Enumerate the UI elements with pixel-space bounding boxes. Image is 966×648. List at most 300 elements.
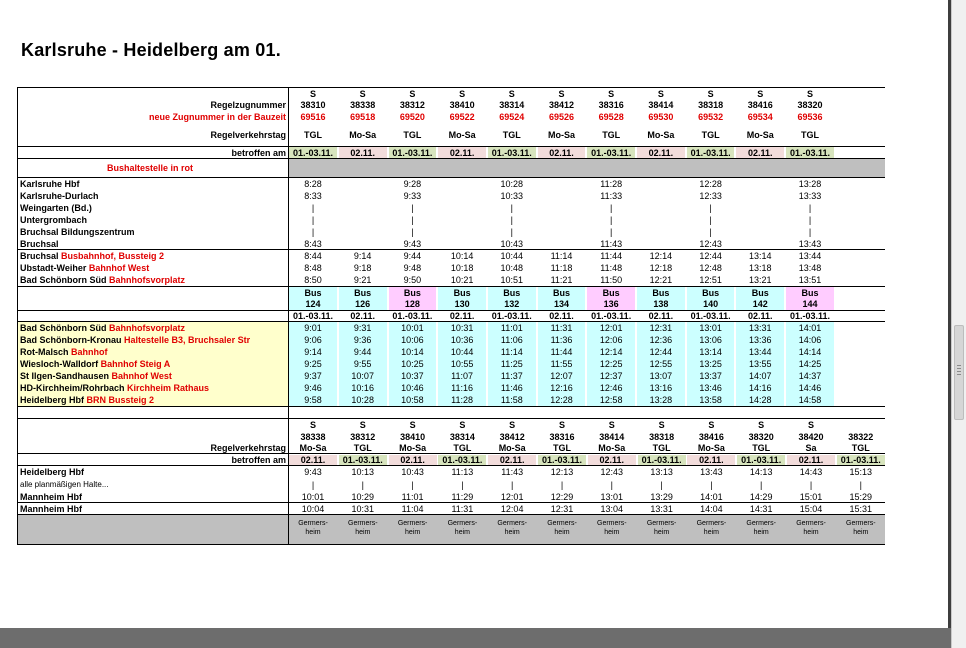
bus-time: 10:36	[450, 335, 474, 345]
destination-line: heim	[753, 529, 769, 536]
bus-time: 11:44	[550, 347, 573, 357]
bus-time: 9:25	[304, 359, 322, 369]
affected-dates: 01.-03.11.	[541, 455, 583, 465]
train-number: 38414	[599, 432, 625, 442]
regelzugnummer-label: Regelzugnummer	[210, 100, 286, 110]
bus-time: 13:25	[699, 359, 722, 369]
departure-time: 12:14	[649, 251, 673, 261]
station-label: Rot-Malsch	[20, 347, 69, 357]
regelzug-number: 38410	[449, 100, 475, 110]
departure-time: 12:51	[699, 275, 722, 285]
station-label: Weingarten (Bd.)	[20, 203, 92, 213]
train-type: S	[608, 89, 615, 99]
departure-time: 12:48	[699, 263, 722, 273]
bus-time: 10:07	[351, 371, 374, 381]
bus-time: 13:28	[649, 395, 673, 405]
departure-time: 13:18	[749, 263, 772, 273]
bus-label: Bus	[503, 288, 521, 298]
departure-time: |	[610, 227, 613, 237]
bus-time: 11:14	[500, 347, 523, 357]
departure-time: 10:21	[450, 275, 474, 285]
train-number: 38338	[300, 432, 326, 442]
bus-time: 14:06	[798, 335, 822, 345]
train-number: 38318	[649, 432, 675, 442]
destination-label	[537, 519, 587, 537]
departure-time: 10:43	[500, 239, 524, 249]
destination-line: heim	[654, 529, 670, 536]
departure-time: 10:44	[500, 251, 524, 261]
station-name	[20, 334, 250, 346]
bus-time: 9:46	[304, 383, 322, 393]
vertical-scrollbar[interactable]	[951, 0, 966, 648]
bus-time: 11:55	[550, 359, 573, 369]
bus-time: 11:58	[500, 395, 523, 405]
regelzug-number: 38314	[499, 100, 525, 110]
departure-time: |	[610, 480, 613, 490]
new-number-label: neue Zugnummer in der Bauzeit	[148, 112, 286, 122]
departure-time: 12:29	[550, 492, 574, 502]
table-bottom-rule	[17, 544, 885, 545]
departure-time: |	[411, 480, 414, 490]
bus-number: 144	[802, 299, 818, 309]
rule	[17, 502, 885, 503]
station-label: Karlsruhe-Durlach	[20, 191, 99, 201]
departure-time: 13:01	[600, 492, 624, 502]
affected-dates: 01.-03.11.	[641, 455, 682, 465]
new-train-number: 69532	[698, 112, 724, 122]
station-name: Heidelberg Hbf	[20, 467, 85, 477]
train-number: 38416	[698, 432, 724, 442]
affected-dates: 02.11.	[599, 455, 625, 465]
bus-affected-dates: 01.-03.11.	[690, 311, 731, 321]
departure-time: |	[510, 227, 513, 237]
station-name	[20, 178, 80, 190]
train-type: S	[657, 89, 664, 99]
departure-time: 8:33	[304, 191, 322, 201]
departure-time: |	[760, 480, 763, 490]
train-type: S	[509, 420, 516, 430]
rule	[17, 177, 885, 178]
destination-line: heim	[405, 529, 421, 536]
station-label: Ubstadt-Weiher	[20, 263, 87, 273]
regelzug-number: 38416	[747, 100, 773, 110]
departure-time: 9:43	[403, 239, 422, 249]
affected-dates: 01.-03.11.	[342, 455, 383, 465]
operating-days: TGL	[851, 443, 870, 453]
station-name	[20, 250, 164, 262]
departure-time: 15:31	[849, 504, 873, 514]
station-label: Bad Schönborn Süd	[20, 275, 107, 285]
departure-time: |	[311, 480, 315, 490]
bus-label: Bus	[354, 288, 372, 298]
departure-time: 13:21	[749, 275, 772, 285]
departure-time: 13:13	[650, 467, 673, 477]
departure-time: 11:04	[401, 504, 424, 514]
departure-time: 10:14	[450, 251, 474, 261]
bus-time: 9:31	[353, 323, 372, 333]
departure-time: 15:04	[799, 504, 823, 514]
departure-time: |	[511, 480, 514, 490]
station-label: Bad Schönborn Süd	[20, 323, 107, 333]
bus-time: 12:55	[649, 359, 673, 369]
bus-number: 126	[355, 299, 371, 309]
destination-label	[388, 519, 438, 537]
departure-time: 11:43	[600, 239, 623, 249]
bus-time: 10:31	[450, 323, 474, 333]
bus-time: 9:58	[304, 395, 322, 405]
departure-time: 11:50	[600, 275, 623, 285]
bus-time: 10:58	[401, 395, 424, 405]
operating-days: TGL	[652, 443, 671, 453]
bus-stop-label: Haltestelle B3, Bruchsaler Str	[124, 335, 251, 345]
bus-time: 12:01	[599, 323, 623, 333]
train-number: 38314	[449, 432, 475, 442]
departure-time: |	[411, 203, 414, 213]
train-type: S	[708, 420, 715, 430]
station-name	[20, 202, 92, 214]
operating-days: Sa	[805, 443, 817, 453]
bus-label: Bus	[801, 288, 819, 298]
departure-time: 11:33	[600, 191, 623, 201]
table-left-rule	[17, 87, 18, 545]
bus-time: 10:28	[351, 395, 374, 405]
train-type: S	[558, 420, 565, 430]
operating-days-label: Regelverkehrstag	[210, 443, 286, 453]
new-train-number: 69518	[350, 112, 376, 122]
destination-label	[786, 519, 836, 537]
bus-affected-dates: 01.-03.11.	[491, 311, 532, 321]
departure-time: 8:50	[304, 275, 322, 285]
bus-label: Bus	[403, 288, 421, 298]
departure-time: |	[311, 215, 315, 225]
bus-time: 11:25	[500, 359, 523, 369]
train-type: S	[807, 420, 814, 430]
departure-time: 14:43	[799, 467, 823, 477]
bus-label: Bus	[304, 288, 322, 298]
regelzug-number: 38312	[399, 100, 425, 110]
destination-line: heim	[604, 529, 620, 536]
station-name	[20, 274, 185, 286]
departure-time: |	[361, 480, 364, 490]
bus-stop-label: Bahnhofsvorplatz	[109, 323, 186, 333]
station-name	[20, 190, 99, 202]
bus-affected-dates: 01.-03.11.	[591, 311, 632, 321]
station-name	[20, 358, 170, 370]
bus-time: 12:28	[550, 395, 573, 405]
departure-time: 8:43	[304, 239, 322, 249]
departure-time: 13:43	[700, 467, 723, 477]
departure-time: 14:04	[700, 504, 723, 514]
regelzug-number: 38318	[698, 100, 724, 110]
departure-time: 10:43	[401, 467, 424, 477]
bus-time: 11:36	[550, 335, 573, 345]
departure-time: 11:44	[600, 251, 623, 261]
train-type: S	[758, 420, 765, 430]
departure-time: |	[709, 215, 712, 225]
operating-days: Mo-Sa	[647, 130, 675, 140]
bus-time: 12:07	[550, 371, 573, 381]
departure-time: |	[311, 203, 315, 213]
bus-time: 12:25	[599, 359, 623, 369]
affected-dates: 01.-03.11.	[292, 148, 334, 158]
bus-time: 12:58	[599, 395, 623, 405]
bus-time: 14:16	[749, 383, 772, 393]
scrollbar-grip-icon	[957, 365, 961, 366]
station-name	[20, 346, 108, 358]
train-type: S	[409, 89, 416, 99]
departure-time: 13:33	[798, 191, 822, 201]
destination-label	[686, 519, 736, 537]
train-number: 38412	[499, 432, 525, 442]
operating-days: TGL	[453, 443, 472, 453]
destination-line: Germers-	[646, 520, 677, 527]
rule	[17, 406, 885, 407]
departure-time: |	[709, 203, 712, 213]
departure-time: 9:14	[353, 251, 372, 261]
bus-affected-dates: 01.-03.11.	[392, 311, 433, 321]
bus-affected-dates: 02.11.	[549, 311, 574, 321]
bus-time: 12:31	[649, 323, 673, 333]
departure-time: |	[660, 480, 663, 490]
departure-time: 12:33	[699, 191, 722, 201]
page-title: Karlsruhe - Heidelberg am 01.	[21, 40, 281, 60]
station-name: Mannheim Hbf	[20, 492, 82, 502]
bus-time: 13:37	[699, 371, 722, 381]
operating-days: TGL	[304, 130, 322, 140]
bus-stop-label: Bahnhof West	[111, 371, 172, 381]
departure-time: 10:18	[450, 263, 474, 273]
bus-label: Bus	[702, 288, 720, 298]
bus-time: 11:07	[451, 371, 474, 381]
train-number: 38320	[748, 432, 774, 442]
bus-time: 14:37	[798, 371, 822, 381]
new-train-number: 69526	[548, 112, 575, 122]
affected-dates: 02.11.	[648, 148, 674, 158]
departure-time: 11:48	[600, 263, 623, 273]
bus-time: 10:37	[401, 371, 424, 381]
bus-time: 13:36	[749, 335, 772, 345]
bus-time: 12:44	[649, 347, 673, 357]
bus-time: 13:07	[649, 371, 673, 381]
new-train-number: 69530	[648, 112, 674, 122]
bus-stop-label: Busbahnhof, Bussteig 2	[61, 251, 165, 261]
departure-time: |	[859, 480, 862, 490]
departure-time: 12:21	[649, 275, 673, 285]
operating-days: Mo-Sa	[598, 443, 626, 453]
rule	[17, 453, 885, 454]
station-label: Bad Schönborn-Kronau	[20, 335, 122, 345]
bus-stop-label: BRN Bussteig 2	[86, 395, 155, 405]
bus-time: 12:36	[649, 335, 673, 345]
station-label: Heidelberg Hbf	[20, 395, 85, 405]
departure-time: 12:04	[500, 504, 524, 514]
regelzug-number: 38414	[648, 100, 674, 110]
destination-line: heim	[305, 529, 321, 536]
rule	[17, 249, 885, 250]
affected-label: betroffen am	[231, 455, 286, 465]
bus-affected-dates: 02.11.	[748, 311, 773, 321]
train-number: 38322	[848, 432, 874, 442]
departure-time: 9:18	[353, 263, 372, 273]
station-label: Bruchsal	[20, 239, 59, 249]
departure-time: |	[610, 203, 613, 213]
bus-time: 10:14	[401, 347, 424, 357]
departure-time: 9:50	[403, 275, 422, 285]
operating-days: Mo-Sa	[498, 443, 526, 453]
affected-dates: 02.11.	[350, 148, 375, 158]
new-train-number: 69536	[797, 112, 823, 122]
bus-number: 128	[404, 299, 420, 309]
station-label: Karlsruhe Hbf	[20, 179, 80, 189]
destination-line: heim	[454, 529, 470, 536]
bus-time: 14:28	[749, 395, 772, 405]
bus-time: 14:25	[798, 359, 822, 369]
departure-time: 9:43	[304, 467, 322, 477]
affected-dates: 01.-03.11.	[789, 148, 831, 158]
departure-time: 9:44	[403, 251, 422, 261]
bus-label: Bus	[552, 288, 570, 298]
departure-time: 14:31	[749, 504, 773, 514]
departure-time: 15:29	[849, 492, 873, 502]
departure-time: 10:48	[500, 263, 524, 273]
train-type: S	[359, 89, 366, 99]
departure-time: 10:04	[301, 504, 325, 514]
departure-time: 11:28	[600, 179, 623, 189]
bus-stop-note: Bushaltestelle in rot	[107, 163, 194, 173]
affected-dates: 02.11.	[400, 455, 425, 465]
departure-time: 11:21	[550, 275, 573, 285]
regelzug-number: 38316	[598, 100, 624, 110]
bus-stop-label: Bahnhof Steig A	[100, 359, 171, 369]
bus-stop-label: Kirchheim Rathaus	[127, 383, 210, 393]
bus-time: 14:14	[798, 347, 822, 357]
train-number: 38316	[549, 432, 575, 442]
affected-dates: 02.11.	[300, 455, 326, 465]
bus-time: 13:55	[749, 359, 772, 369]
destination-label	[587, 519, 637, 537]
operating-days: TGL	[801, 130, 819, 140]
bus-time: 12:06	[599, 335, 623, 345]
departure-time: |	[808, 203, 812, 213]
bus-time: 9:44	[353, 347, 372, 357]
station-name	[20, 226, 135, 238]
departure-time: |	[560, 480, 564, 490]
destination-line: Germers-	[497, 520, 527, 527]
departure-time: |	[710, 480, 713, 490]
operating-days: Mo-Sa	[399, 443, 427, 453]
bus-time: 13:01	[699, 323, 722, 333]
departure-time: 10:13	[351, 467, 375, 477]
affected-dates: 01.-03.11.	[741, 455, 782, 465]
departure-time: |	[510, 215, 513, 225]
train-type: S	[309, 420, 316, 430]
new-train-number: 69516	[300, 112, 326, 122]
new-train-number: 69524	[499, 112, 525, 122]
departure-time: 12:18	[649, 263, 673, 273]
destination-label	[288, 519, 338, 537]
affected-dates: 01.-03.11.	[591, 148, 632, 158]
destination-line: heim	[803, 529, 819, 536]
bus-stop-label: Bahnhof West	[88, 263, 150, 273]
station-label: St Ilgen-Sandhausen	[20, 371, 110, 381]
departure-time: |	[809, 480, 813, 490]
new-train-number: 69534	[747, 112, 773, 122]
train-type: S	[359, 420, 366, 430]
bus-time: 11:16	[451, 383, 474, 393]
train-type: S	[707, 89, 714, 99]
bus-time: 10:44	[450, 347, 474, 357]
destination-line: Germers-	[746, 520, 776, 527]
bus-time: 13:58	[699, 395, 722, 405]
train-number: 38312	[350, 432, 376, 442]
regelzug-number: 38412	[548, 100, 575, 110]
departure-time: |	[808, 215, 812, 225]
bus-label: Bus	[453, 288, 471, 298]
destination-line: Germers-	[597, 520, 627, 527]
operating-days: TGL	[403, 130, 422, 140]
departure-time: 13:29	[650, 492, 673, 502]
departure-time: 10:51	[500, 275, 524, 285]
departure-time: 12:43	[600, 467, 624, 477]
bus-time: 11:46	[500, 383, 523, 393]
scrollbar-thumb[interactable]	[954, 325, 964, 420]
departure-time: |	[461, 480, 464, 490]
bus-time: 13:31	[749, 323, 772, 333]
bus-number: 138	[653, 299, 669, 309]
bus-time: 9:37	[304, 371, 322, 381]
departure-time: 13:43	[798, 239, 822, 249]
bus-time: 14:01	[798, 323, 822, 333]
station-label: Bruchsal Bildungszentrum	[20, 227, 135, 237]
departure-time: 8:48	[304, 263, 322, 273]
bus-time: 10:55	[450, 359, 474, 369]
departure-time: 9:21	[353, 275, 372, 285]
departure-time: 9:33	[403, 191, 422, 201]
destination-line: heim	[853, 529, 869, 536]
bus-time: 13:14	[699, 347, 722, 357]
departure-time: |	[411, 215, 414, 225]
departure-time: 13:44	[798, 251, 822, 261]
affected-dates: 02.11.	[748, 148, 773, 158]
bus-affected-dates: 02.11.	[648, 311, 674, 321]
bus-time: 13:46	[699, 383, 722, 393]
train-type: S	[558, 89, 565, 99]
bus-time: 9:14	[304, 347, 322, 357]
train-number: 38410	[400, 432, 426, 442]
bus-time: 9:55	[353, 359, 372, 369]
bus-time: 14:46	[798, 383, 822, 393]
destination-line: Germers-	[348, 520, 378, 527]
destination-line: heim	[504, 529, 520, 536]
affected-dates: 01.-03.11.	[442, 455, 483, 465]
train-type: S	[309, 89, 316, 99]
destination-label	[736, 519, 786, 537]
train-type: S	[508, 89, 515, 99]
bus-time: 11:31	[550, 323, 573, 333]
operating-days: TGL	[701, 130, 720, 140]
affected-dates: 02.11.	[699, 455, 724, 465]
departure-time: 13:51	[798, 275, 822, 285]
bus-label: Bus	[652, 288, 670, 298]
departure-time: 10:33	[500, 191, 524, 201]
bus-time: 11:06	[500, 335, 523, 345]
bus-number: 124	[305, 299, 321, 309]
destination-line: Germers-	[397, 520, 428, 527]
bus-number: 132	[504, 299, 520, 309]
departure-time: 8:28	[304, 179, 322, 189]
station-label: Untergrombach	[20, 215, 88, 225]
departure-time: 9:28	[403, 179, 422, 189]
